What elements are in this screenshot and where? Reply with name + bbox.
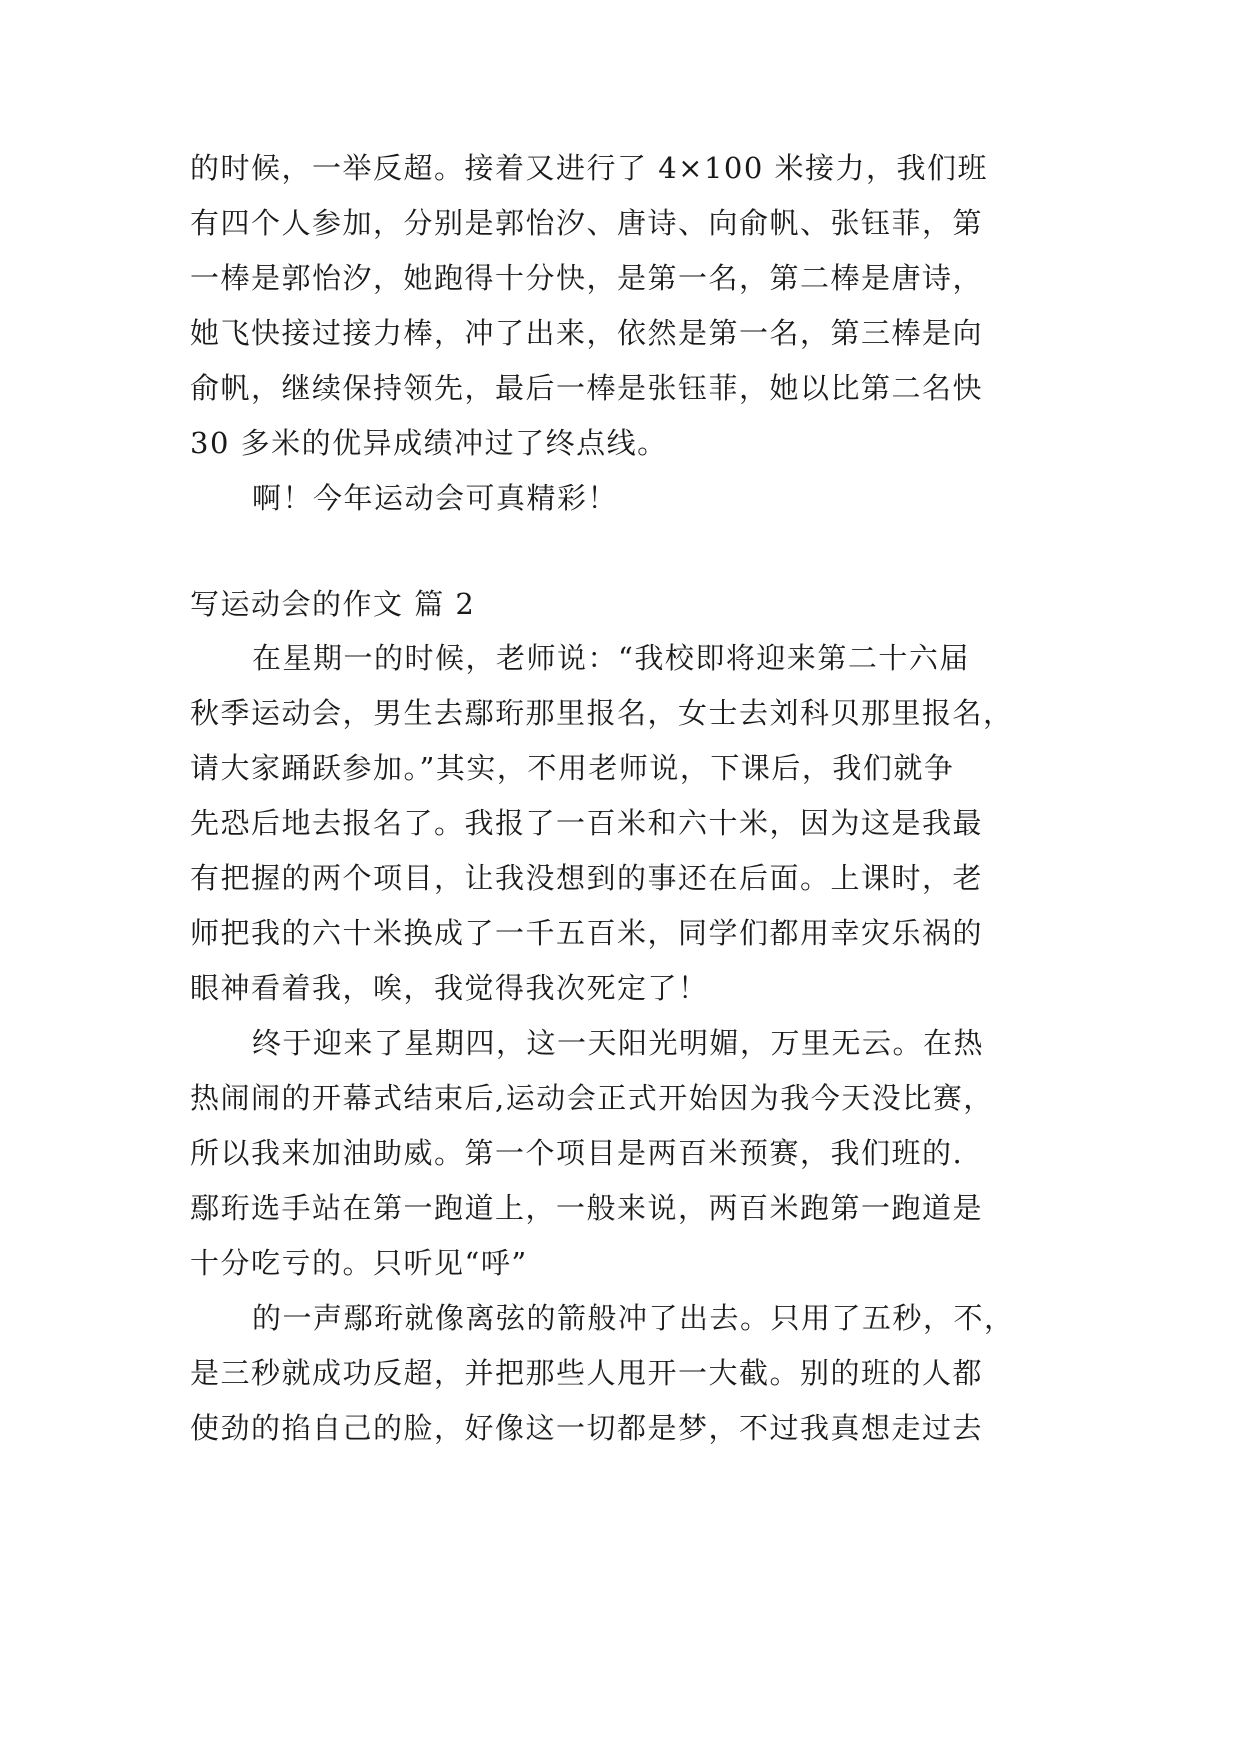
paragraph-line: 使劲的掐自己的脸，好像这一切都是梦，不过我真想走过去 — [190, 1411, 984, 1445]
paragraph-line: 的一声鄢珩就像离弦的箭般冲了出去。只用了五秒，不， — [252, 1301, 1015, 1335]
paragraph-line: 一棒是郭怡汐，她跑得十分快，是第一名，第二棒是唐诗， — [190, 261, 984, 295]
paragraph-line: 俞帆，继续保持领先，最后一棒是张钰菲，她以比第二名快 — [190, 371, 984, 405]
paragraph-line: 所以我来加油助威。第一个项目是两百米预赛，我们班的. — [190, 1136, 964, 1170]
paragraph-line: 眼神看着我，唉，我觉得我次死定了！ — [190, 971, 709, 1005]
paragraph-line: 终于迎来了星期四，这一天阳光明媚，万里无云。在热 — [252, 1026, 985, 1060]
paragraph-line: 在星期一的时候，老师说：“我校即将迎来第二十六届 — [252, 641, 970, 675]
paragraph-line: 有四个人参加，分别是郭怡汐、唐诗、向俞帆、张钰菲，第 — [190, 206, 984, 240]
paragraph-line: 请大家踊跃参加。”其实，不用老师说，下课后，我们就争 — [190, 751, 955, 785]
paragraph-line: 的时候，一举反超。接着又进行了 4×100 米接力，我们班 — [190, 151, 989, 185]
paragraph-line: 师把我的六十米换成了一千五百米，同学们都用幸灾乐祸的 — [190, 916, 984, 950]
paragraph-line: 有把握的两个项目，让我没想到的事还在后面。上课时，老 — [190, 861, 984, 895]
paragraph-line: 鄢珩选手站在第一跑道上，一般来说，两百米跑第一跑道是 — [190, 1191, 984, 1225]
paragraph-line: 是三秒就成功反超，并把那些人甩开一大截。别的班的人都 — [190, 1356, 984, 1390]
paragraph-line: 热闹闹的开幕式结束后,运动会正式开始因为我今天没比赛， — [190, 1081, 994, 1115]
paragraph-line: 她飞快接过接力棒，冲了出来，依然是第一名，第三棒是向 — [190, 316, 984, 350]
section-heading: 写运动会的作文 篇 2 — [190, 587, 476, 621]
paragraph-line: 十分吃亏的。只听见“呼” — [190, 1246, 528, 1280]
paragraph-line: 啊！今年运动会可真精彩！ — [252, 481, 619, 515]
paragraph-line: 先恐后地去报名了。我报了一百米和六十米，因为这是我最 — [190, 806, 984, 840]
paragraph-line: 30 多米的优异成绩冲过了终点线。 — [190, 426, 668, 460]
paragraph-line: 秋季运动会，男生去鄢珩那里报名，女士去刘科贝那里报名， — [190, 696, 1014, 730]
